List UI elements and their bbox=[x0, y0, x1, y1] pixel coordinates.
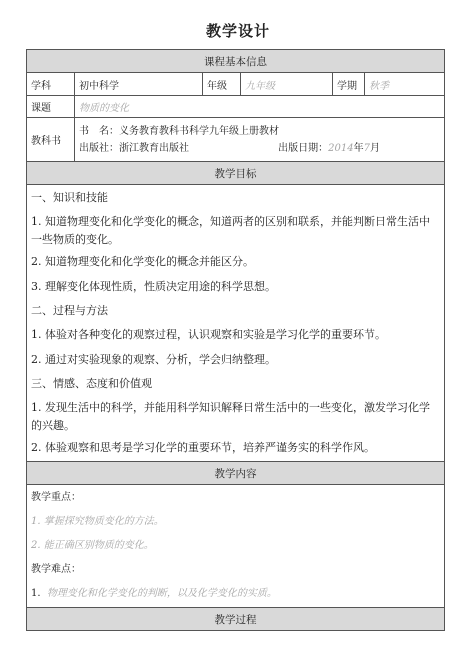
process-header-row bbox=[27, 608, 445, 631]
topic-label: 课题 bbox=[27, 96, 75, 118]
subject-row bbox=[27, 73, 445, 96]
key-points-label: 教学重点： bbox=[31, 492, 81, 503]
publish-year-unit: 年 bbox=[353, 142, 364, 154]
basic-info-header: 课程基本信息 bbox=[27, 50, 445, 73]
goal-item: 2. 通过对实验现象的观察、分析，学会归纳整理。 bbox=[31, 353, 276, 366]
process-header: 教学过程 bbox=[27, 608, 445, 631]
goal-item: 2. 体验观察和思考是学习化学的重要环节，培养严谨务实的科学作风。 bbox=[31, 441, 375, 454]
term-label: 学期 bbox=[333, 73, 365, 96]
goal-item: 1. 知道物理变化和化学变化的概念，知道两者的区别和联系，并能判断日常生活中一些物质的变化。 bbox=[31, 215, 430, 246]
goal-item: 3. 理解变化体现性质，性质决定用途的科学思想。 bbox=[31, 280, 276, 293]
content-row bbox=[27, 485, 445, 608]
textbook-row bbox=[27, 118, 445, 162]
content-body bbox=[27, 485, 445, 608]
publish-date bbox=[278, 140, 380, 157]
publish-month: 7 bbox=[363, 142, 370, 154]
lesson-plan-table bbox=[26, 49, 445, 631]
term-value: 秋季 bbox=[365, 73, 445, 96]
publish-month-unit: 月 bbox=[370, 142, 380, 154]
goals-header: 教学目标 bbox=[27, 162, 445, 185]
textbook-label: 教科书 bbox=[27, 118, 75, 162]
difficult-point-number: 1. bbox=[31, 588, 41, 599]
publish-year: 2014 bbox=[328, 142, 354, 154]
publish-date-label: 出版日期： bbox=[278, 142, 329, 154]
goal-section-process: 二、过程与方法 bbox=[31, 304, 108, 317]
content-header: 教学内容 bbox=[27, 462, 445, 485]
topic-value: 物质的变化 bbox=[75, 96, 445, 118]
grade-label: 年级 bbox=[203, 73, 241, 96]
goal-item: 2. 知道物理变化和化学变化的概念并能区分。 bbox=[31, 255, 254, 268]
goals-header-row bbox=[27, 162, 445, 185]
goal-section-knowledge: 一、知识和技能 bbox=[31, 191, 108, 204]
difficult-point-text: 物理变化和化学变化的判断，以及化学变化的实质。 bbox=[46, 588, 277, 599]
basic-info-header-row bbox=[27, 50, 445, 73]
subject-value: 初中科学 bbox=[75, 73, 203, 96]
goal-item: 1. 发现生活中的科学，并能用科学知识解释日常生活中的一些变化，激发学习化学的兴趣。 bbox=[31, 401, 430, 432]
grade-value: 九年级 bbox=[241, 73, 333, 96]
goal-item: 1. 体验对各种变化的观察过程，认识观察和实验是学习化学的重要环节。 bbox=[31, 328, 386, 341]
key-point-item: 2. 能正确区别物质的变化。 bbox=[31, 540, 154, 551]
goals-body bbox=[27, 185, 445, 462]
document-title: 教学设计 bbox=[205, 22, 270, 40]
content-header-row bbox=[27, 462, 445, 485]
textbook-info bbox=[75, 118, 445, 162]
publisher-row bbox=[79, 140, 440, 157]
goals-row bbox=[27, 185, 445, 462]
key-point-item: 1. 掌握探究物质变化的方法。 bbox=[31, 516, 164, 527]
topic-row bbox=[27, 96, 445, 118]
publisher: 出版社：浙江教育出版社 bbox=[79, 142, 189, 154]
difficult-point-item bbox=[31, 585, 440, 602]
subject-label: 学科 bbox=[27, 73, 75, 96]
goal-section-attitude: 三、情感、态度和价值观 bbox=[31, 377, 152, 390]
difficult-points-label: 教学难点： bbox=[31, 564, 81, 575]
book-name: 书 名：义务教育教科书科学九年级上册教材 bbox=[79, 125, 279, 137]
